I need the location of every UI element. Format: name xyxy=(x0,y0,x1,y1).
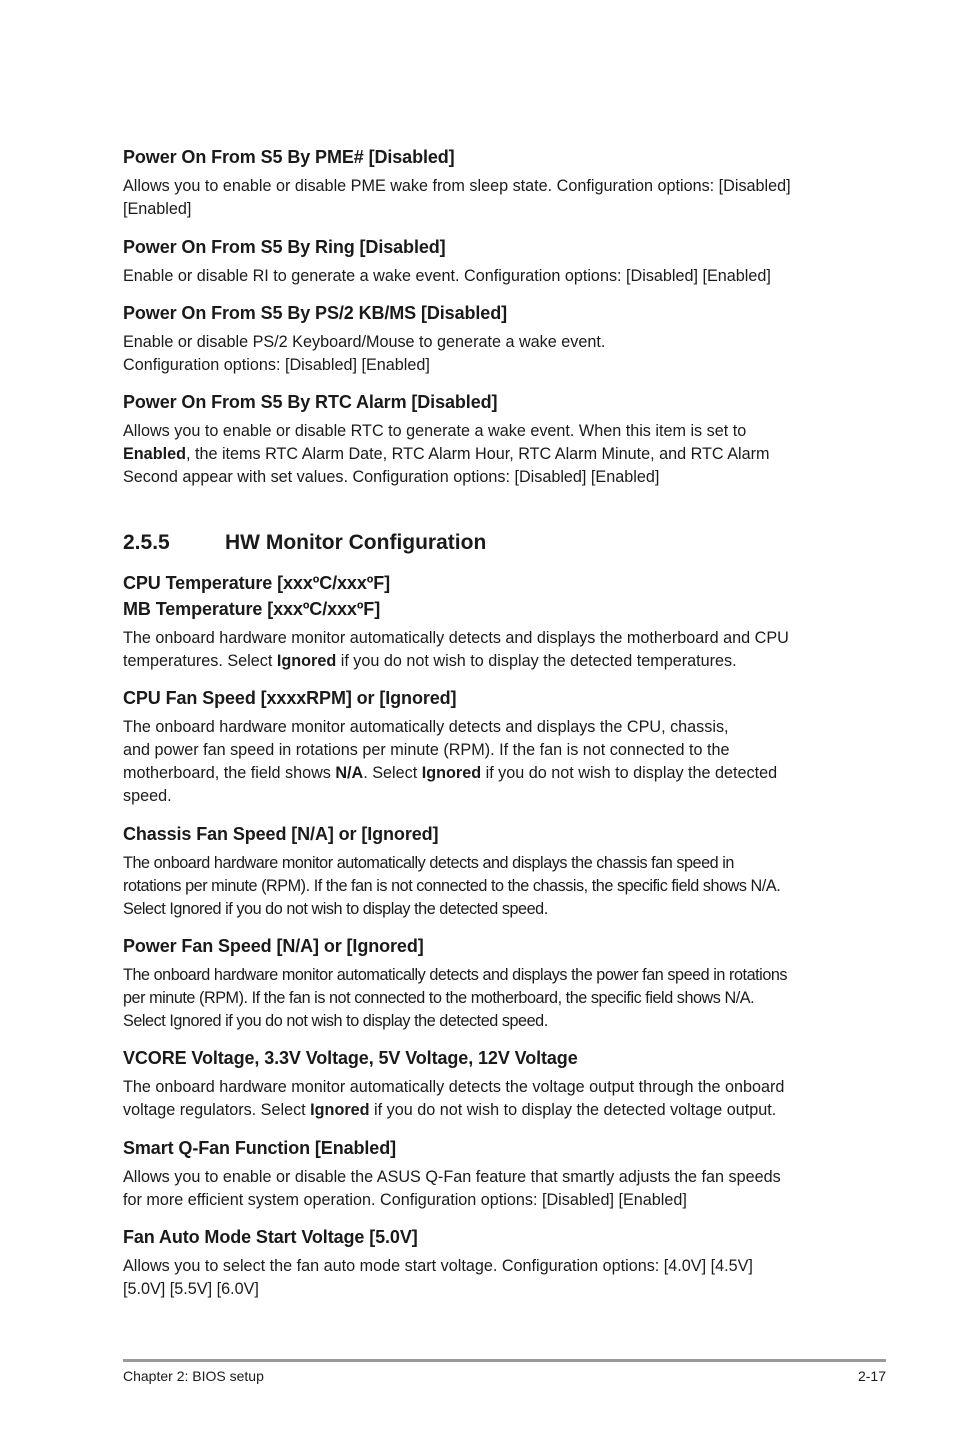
text-run: Allows you to enable or disable RTC to generate a wake event. When this item is set to xyxy=(123,422,747,440)
text-run: Configuration options: [Disabled] [Enabled] xyxy=(123,356,430,374)
item-cpu-fan-speed xyxy=(123,685,843,808)
description-line xyxy=(123,652,737,670)
description-line xyxy=(123,1101,776,1119)
description-line xyxy=(123,787,172,805)
text-run: if you do not wish to display the detected voltage output. xyxy=(369,1101,777,1119)
item-description xyxy=(123,1255,843,1301)
footer-chapter: Chapter 2: BIOS setup xyxy=(123,1368,264,1384)
item-description xyxy=(123,265,843,288)
description-line xyxy=(123,1168,781,1186)
item-title: Power Fan Speed [N/A] or [Ignored] xyxy=(123,936,424,956)
item-description xyxy=(123,420,843,489)
text-run: rotations per minute (RPM). If the fan is not connected to the chassis, the specific field shows N/A. xyxy=(123,877,781,895)
section-title: HW Monitor Configuration xyxy=(225,531,487,554)
text-run: temperatures. Select xyxy=(123,652,277,670)
item-description xyxy=(123,964,843,1033)
description-line xyxy=(123,900,548,918)
footer-page-number: 2-17 xyxy=(857,1368,886,1384)
text-run: Allows you to select the fan auto mode start voltage. Configuration options: [4.0V] [4.5V] xyxy=(123,1257,753,1275)
item-description xyxy=(123,627,843,673)
bold-term: N/A xyxy=(335,764,364,782)
text-run: The onboard hardware monitor automatically detects and displays the CPU, chassis, xyxy=(123,718,729,736)
text-run: [Enabled] xyxy=(123,200,192,218)
footer-divider xyxy=(123,1359,886,1362)
text-run: if you do not wish to display the detected temperatures. xyxy=(336,652,737,670)
section-number: 2.5.5 xyxy=(123,531,170,554)
section-heading xyxy=(123,529,486,557)
item-title: Power On From S5 By Ring [Disabled] xyxy=(123,237,446,257)
item-fan-auto-mode xyxy=(123,1224,843,1301)
description-line xyxy=(123,422,746,440)
description-line xyxy=(123,877,780,895)
text-run: The onboard hardware monitor automatically detects the voltage output through the onboard xyxy=(123,1078,785,1096)
description-line xyxy=(123,1257,753,1275)
description-line xyxy=(123,989,754,1007)
text-run: The onboard hardware monitor automatically detects and displays the chassis fan speed in xyxy=(123,854,734,872)
description-line xyxy=(123,966,787,984)
bold-term: Ignored xyxy=(276,652,337,670)
item-rtc xyxy=(123,389,843,489)
description-line xyxy=(123,629,789,647)
item-voltages xyxy=(123,1045,843,1122)
item-title: CPU Fan Speed [xxxxRPM] or [Ignored] xyxy=(123,688,457,708)
description-line xyxy=(123,1012,548,1030)
text-run: and power fan speed in rotations per minute (RPM). If the fan is not connected to the xyxy=(123,741,730,759)
item-description xyxy=(123,852,843,921)
text-run: if you do not wish to display the detected xyxy=(481,764,778,782)
item-description xyxy=(123,331,843,377)
item-smart-qfan xyxy=(123,1135,843,1212)
description-line xyxy=(123,1191,687,1209)
item-title: Power On From S5 By PME# [Disabled] xyxy=(123,147,455,167)
text-run: Select Ignored if you do not wish to display the detected speed. xyxy=(123,1012,548,1030)
description-line xyxy=(123,200,191,218)
text-run: Allows you to enable or disable the ASUS Q-Fan feature that smartly adjusts the fan speeds xyxy=(123,1168,781,1186)
description-line xyxy=(123,1078,784,1096)
item-pme xyxy=(123,144,843,221)
description-line xyxy=(123,741,729,759)
description-line xyxy=(123,445,770,463)
description-line xyxy=(123,267,771,285)
bold-term: Enabled xyxy=(123,445,186,463)
text-run: , the items RTC Alarm Date, RTC Alarm Hour, RTC Alarm Minute, and RTC Alarm xyxy=(185,445,770,463)
item-title: Power On From S5 By PS/2 KB/MS [Disabled] xyxy=(123,303,507,323)
description-line xyxy=(123,854,734,872)
description-line xyxy=(123,333,605,351)
item-title: CPU Temperature [xxxºC/xxxºF] xyxy=(123,573,391,593)
item-title-secondary: MB Temperature [xxxºC/xxxºF] xyxy=(123,599,381,619)
text-run: voltage regulators. Select xyxy=(123,1101,311,1119)
item-description xyxy=(123,175,843,221)
text-run: Enable or disable PS/2 Keyboard/Mouse to generate a wake event. xyxy=(123,333,606,351)
item-title: Chassis Fan Speed [N/A] or [Ignored] xyxy=(123,824,439,844)
text-run: The onboard hardware monitor automatically detects and displays the power fan speed in rotations xyxy=(123,966,788,984)
item-description xyxy=(123,716,843,808)
description-line xyxy=(123,468,659,486)
item-description xyxy=(123,1076,843,1122)
text-run: Second appear with set values. Configuration options: [Disabled] [Enabled] xyxy=(123,468,660,486)
text-run: speed. xyxy=(123,787,172,805)
text-run: per minute (RPM). If the fan is not connected to the motherboard, the specific field shows N/A. xyxy=(123,989,755,1007)
description-line xyxy=(123,177,791,195)
text-run: for more efficient system operation. Configuration options: [Disabled] [Enabled] xyxy=(123,1191,687,1209)
item-power-fan-speed xyxy=(123,933,843,1033)
text-run: The onboard hardware monitor automatically detects and displays the motherboard and CPU xyxy=(123,629,789,647)
item-title: Smart Q-Fan Function [Enabled] xyxy=(123,1138,397,1158)
bold-term: Ignored xyxy=(421,764,482,782)
description-line xyxy=(123,718,729,736)
text-run: [5.0V] [5.5V] [6.0V] xyxy=(123,1280,259,1298)
item-temperature xyxy=(123,570,843,673)
description-line xyxy=(123,356,430,374)
bold-term: Ignored xyxy=(310,1101,370,1119)
text-run: motherboard, the field shows xyxy=(123,764,336,782)
item-ps2 xyxy=(123,300,843,377)
description-line xyxy=(123,1280,259,1298)
item-chassis-fan-speed xyxy=(123,821,843,921)
item-title: Power On From S5 By RTC Alarm [Disabled] xyxy=(123,392,498,412)
description-line xyxy=(123,764,777,782)
item-title: VCORE Voltage, 3.3V Voltage, 5V Voltage, 12V Voltage xyxy=(123,1048,578,1068)
text-run: Select Ignored if you do not wish to display the detected speed. xyxy=(123,900,548,918)
text-run: Enable or disable RI to generate a wake event. Configuration options: [Disabled] [Enabled] xyxy=(123,267,771,285)
item-ring xyxy=(123,234,843,288)
item-description xyxy=(123,1166,843,1212)
item-title: Fan Auto Mode Start Voltage [5.0V] xyxy=(123,1227,418,1247)
text-run: . Select xyxy=(363,764,422,782)
text-run: Allows you to enable or disable PME wake from sleep state. Configuration options: [Disabled] xyxy=(123,177,791,195)
